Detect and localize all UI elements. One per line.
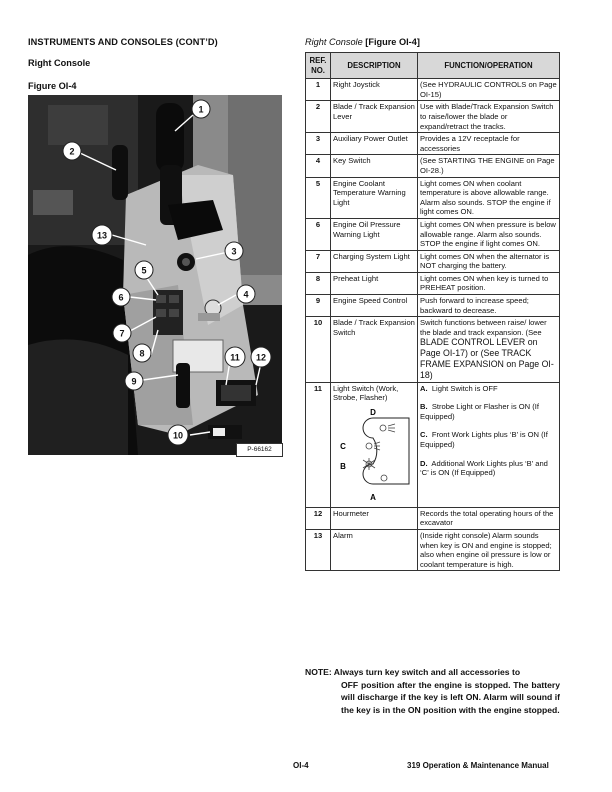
cell-desc: Blade / Track Expansion Switch — [331, 317, 418, 382]
note-body: OFF position after the engine is stopped. The battery will discharge if the key is left ON. Alarm will sound if the key is in the ON position with the engine stopped. — [341, 679, 560, 715]
cell-desc: Hourmeter — [331, 507, 418, 529]
row10-func-part-a: Switch functions between raise/ lower the blade and track expansion. (See — [420, 318, 547, 337]
cell-func: Records the total operating hours of the excavator — [418, 507, 560, 529]
option-text: Strobe Light or Flasher is ON (If Equipped) — [420, 402, 540, 421]
table-row — [306, 155, 560, 177]
cell-desc: Right Joystick — [331, 79, 418, 101]
function-table — [305, 52, 560, 571]
light-option — [420, 402, 557, 421]
cell-desc: Blade / Track Expansion Lever — [331, 101, 418, 133]
cell-desc: Auxiliary Power Outlet — [331, 133, 418, 155]
switch-pos-c: C — [340, 441, 346, 451]
switch-pos-a: A — [370, 492, 376, 502]
cell-ref: 6 — [306, 218, 331, 250]
callout-12 — [251, 347, 271, 367]
console-photo — [28, 95, 282, 455]
header-ref: REF. NO. — [306, 53, 331, 79]
note-lead: NOTE: Always turn key switch and all accessories to — [305, 667, 521, 677]
svg-text:1: 1 — [198, 104, 204, 115]
table-title — [305, 37, 420, 47]
svg-text:13: 13 — [96, 230, 108, 241]
table-row — [306, 317, 560, 382]
cell-desc: Preheat Light — [331, 272, 418, 294]
cell-ref: 7 — [306, 250, 331, 272]
callout-8 — [133, 344, 151, 362]
cell-desc: Alarm — [331, 530, 418, 571]
callout-10 — [168, 425, 188, 445]
callout-13 — [92, 225, 112, 245]
figure-label: Figure OI-4 — [28, 81, 77, 91]
svg-text:8: 8 — [139, 348, 145, 359]
cell-ref: 1 — [306, 79, 331, 101]
cell-desc: Engine Speed Control — [331, 295, 418, 317]
light-switch-desc: Light Switch (Work, Strobe, Flasher) — [333, 383, 399, 403]
cell-ref: 5 — [306, 177, 331, 218]
table-row — [306, 177, 560, 218]
callout-1 — [192, 100, 210, 118]
option-text: Light Switch is OFF — [431, 383, 498, 393]
callout-5 — [135, 261, 153, 279]
table-row — [306, 507, 560, 529]
cell-func: Provides a 12V receptacle for accessories — [418, 133, 560, 155]
light-option — [420, 384, 557, 394]
switch-pos-d: D — [370, 407, 376, 417]
callout-7 — [113, 324, 131, 342]
svg-text:3: 3 — [231, 246, 237, 257]
cell-func: (See STARTING THE ENGINE on Page OI-28.) — [418, 155, 560, 177]
cell-ref: 9 — [306, 295, 331, 317]
table-row — [306, 218, 560, 250]
callout-9 — [125, 372, 143, 390]
cell-func: Light comes ON when the alternator is NOT charging the battery. — [418, 250, 560, 272]
callout-6 — [112, 288, 130, 306]
cell-func: (Inside right console) Alarm sounds when key is ON and engine is stopped; also when engine oil pressure is low or coolant temperature is high. — [418, 530, 560, 571]
callout-11 — [225, 347, 245, 367]
cell-ref: 12 — [306, 507, 331, 529]
callout-2 — [63, 142, 81, 160]
svg-text:5: 5 — [141, 265, 147, 276]
svg-text:10: 10 — [172, 430, 184, 441]
note-block — [305, 666, 560, 716]
table-row — [306, 250, 560, 272]
subheading: Right Console — [28, 58, 91, 68]
row10-func-part-b: BLADE CONTROL LEVER on Page OI-17) or (See TRACK FRAME EXPANSION on Page OI-18) — [420, 337, 554, 380]
cell-func: Push forward to increase speed; backward to decrease. — [418, 295, 560, 317]
cell-desc: Engine Oil Pressure Warning Light — [331, 218, 418, 250]
section-heading: INSTRUMENTS AND CONSOLES (CONT’D) — [28, 37, 218, 47]
cell-func — [418, 382, 560, 507]
option-key: C. — [420, 430, 428, 440]
cell-ref: 13 — [306, 530, 331, 571]
table-row — [306, 295, 560, 317]
cell-ref: 11 — [306, 382, 331, 507]
photo-number: P-66162 — [236, 443, 283, 457]
svg-text:12: 12 — [255, 352, 267, 363]
cell-ref: 4 — [306, 155, 331, 177]
option-text: Front Work Lights plus ‘B’ is ON (If Equipped) — [420, 430, 548, 449]
cell-func: Light comes ON when key is turned to PREHEAT position. — [418, 272, 560, 294]
table-row — [306, 272, 560, 294]
cell-desc: Key Switch — [331, 155, 418, 177]
cell-func: (See HYDRAULIC CONTROLS on Page OI-15) — [418, 79, 560, 101]
light-switch-diagram — [333, 406, 413, 506]
light-option — [420, 459, 557, 478]
cell-func — [418, 317, 560, 382]
option-text: Additional Work Lights plus ‘B’ and ‘C’ is ON (If Equipped) — [420, 458, 548, 478]
header-function: FUNCTION/OPERATION — [418, 53, 560, 79]
svg-text:6: 6 — [118, 292, 124, 303]
table-title-italic: Right Console — [305, 37, 363, 47]
switch-pos-b: B — [340, 461, 346, 471]
cell-func: Light comes ON when pressure is below allowable range. Alarm also sounds. STOP the engine if light comes ON. — [418, 218, 560, 250]
table-row — [306, 101, 560, 133]
cell-ref: 3 — [306, 133, 331, 155]
cell-desc: Charging System Light — [331, 250, 418, 272]
cell-ref: 8 — [306, 272, 331, 294]
light-option — [420, 430, 557, 449]
table-row — [306, 530, 560, 571]
table-row — [306, 133, 560, 155]
callout-4 — [237, 285, 255, 303]
cell-desc — [331, 382, 418, 507]
table-row — [306, 382, 560, 507]
option-key: D. — [420, 458, 428, 468]
table-header-row — [306, 53, 560, 79]
header-description: DESCRIPTION — [331, 53, 418, 79]
cell-func: Use with Blade/Track Expansion Switch to raise/lower the blade or expand/retract the tracks. — [418, 101, 560, 133]
svg-text:9: 9 — [131, 376, 137, 387]
cell-ref: 10 — [306, 317, 331, 382]
cell-ref: 2 — [306, 101, 331, 133]
manual-title: 319 Operation & Maintenance Manual — [407, 761, 549, 770]
callout-3 — [225, 242, 243, 260]
page-number: OI-4 — [293, 761, 309, 770]
cell-func: Light comes ON when coolant temperature is above allowable range. Alarm also sounds. STOP the engine if light comes ON. — [418, 177, 560, 218]
cell-desc: Engine Coolant Temperature Warning Light — [331, 177, 418, 218]
option-key: B. — [420, 402, 428, 412]
svg-text:4: 4 — [243, 289, 249, 300]
svg-text:11: 11 — [230, 352, 240, 363]
svg-text:7: 7 — [119, 328, 125, 339]
table-row — [306, 79, 560, 101]
table-title-bold: [Figure OI-4] — [365, 37, 420, 47]
svg-text:2: 2 — [69, 146, 75, 157]
option-key: A. — [420, 383, 428, 393]
